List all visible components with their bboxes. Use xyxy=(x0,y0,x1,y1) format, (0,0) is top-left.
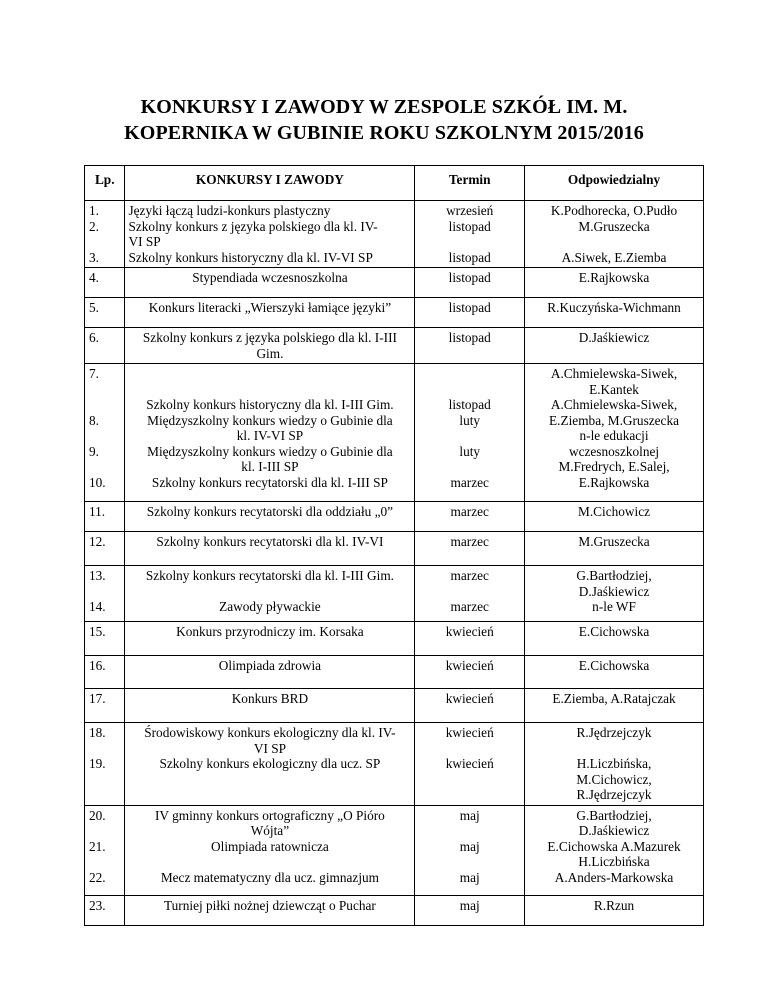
table-row xyxy=(85,723,704,806)
competitions-table xyxy=(84,165,704,926)
header-term: Termin xyxy=(415,166,525,201)
header-name: KONKURSY I ZAWODY xyxy=(125,166,415,201)
header-resp: Odpowiedzialny xyxy=(525,166,704,201)
document-title xyxy=(60,94,708,146)
term-cell: kwiecień kwiecień xyxy=(415,723,525,806)
name-cell: Szkolny konkurs historyczny dla kl. I-III Gim. Międzyszkolny konkurs wiedzy o Gubinie dla kl. IV-VI SP Międzyszkolny konkurs wiedzy o Gubinie dla kl. I-III SP Szkolny konkurs recytatorski dla kl. I-III SP xyxy=(125,364,415,502)
resp-cell: K.Podhorecka, O.Pudło M.Gruszecka A.Siwek, E.Ziemba xyxy=(525,201,704,268)
lp-cell: 13. 14. xyxy=(85,566,125,622)
table-row: 12. Szkolny konkurs recytatorski dla kl. IV-VI marzec M.Gruszecka xyxy=(85,532,704,566)
resp-cell: R.Jędrzejczyk H.Liczbińska, M.Cichowicz, R.Jędrzejczyk xyxy=(525,723,704,806)
name-cell: Języki łączą ludzi-konkurs plastyczny Szkolny konkurs z języka polskiego dla kl. IV- VI SP Szkolny konkurs historyczny dla kl. IV-VI SP xyxy=(125,201,415,268)
term-cell: listopad luty luty marzec xyxy=(415,364,525,502)
title-line-1: KONKURSY I ZAWODY W ZESPOLE SZKÓŁ IM. M. xyxy=(140,96,628,118)
table-row xyxy=(85,364,704,502)
term-cell: maj maj maj xyxy=(415,805,525,895)
lp-cell: 20. 21. 22. xyxy=(85,805,125,895)
lp-cell: 7. 8. 9. 10. xyxy=(85,364,125,502)
name-cell: Szkolny konkurs z języka polskiego dla kl. I-III Gim. xyxy=(125,328,415,364)
table-row: 16. Olimpiada zdrowia kwiecień E.Cichowska xyxy=(85,656,704,689)
table-header-row xyxy=(85,166,704,201)
table-row xyxy=(85,201,704,268)
header-lp: Lp. xyxy=(85,166,125,201)
resp-cell: G.Bartłodziej, D.Jaśkiewicz E.Cichowska A.Mazurek H.Liczbińska A.Anders-Markowska xyxy=(525,805,704,895)
table-row: 5. Konkurs literacki „Wierszyki łamiące języki” listopad R.Kuczyńska-Wichmann xyxy=(85,298,704,328)
name-cell: Szkolny konkurs recytatorski dla kl. I-III Gim. Zawody pływackie xyxy=(125,566,415,622)
resp-cell: G.Bartłodziej, D.Jaśkiewicz n-le WF xyxy=(525,566,704,622)
table-row: 4. Stypendiada wczesnoszkolna listopad E.Rajkowska xyxy=(85,268,704,298)
table-row: 15. Konkurs przyrodniczy im. Korsaka kwiecień E.Cichowska xyxy=(85,622,704,656)
table-row xyxy=(85,805,704,895)
title-line-2: KOPERNIKA W GUBINIE ROKU SZKOLNYM 2015/2016 xyxy=(124,122,644,144)
lp-cell: 1. 2. 3. xyxy=(85,201,125,268)
lp-cell: 18. 19. xyxy=(85,723,125,806)
term-cell: wrzesień listopad listopad xyxy=(415,201,525,268)
table-row xyxy=(85,566,704,622)
resp-cell: A.Chmielewska-Siwek, E.Kantek A.Chmielewska-Siwek, E.Ziemba, M.Gruszecka n-le edukacji wczesnoszkolnej M.Fredrych, E.Salej, E.Rajkowska xyxy=(525,364,704,502)
table-row: 6. Szkolny konkurs z języka polskiego dla kl. I-III Gim. listopad D.Jaśkiewicz xyxy=(85,328,704,364)
table-row: 23. Turniej piłki nożnej dziewcząt o Puchar maj R.Rzun xyxy=(85,895,704,925)
term-cell: marzec marzec xyxy=(415,566,525,622)
name-cell: IV gminny konkurs ortograficzny „O Pióro Wójta” Olimpiada ratownicza Mecz matematyczny dla ucz. gimnazjum xyxy=(125,805,415,895)
name-cell: Środowiskowy konkurs ekologiczny dla kl. IV- VI SP Szkolny konkurs ekologiczny dla ucz. SP xyxy=(125,723,415,806)
table-row: 17. Konkurs BRD kwiecień E.Ziemba, A.Ratajczak xyxy=(85,689,704,723)
table-row: 11. Szkolny konkurs recytatorski dla oddziału „0” marzec M.Cichowicz xyxy=(85,502,704,532)
